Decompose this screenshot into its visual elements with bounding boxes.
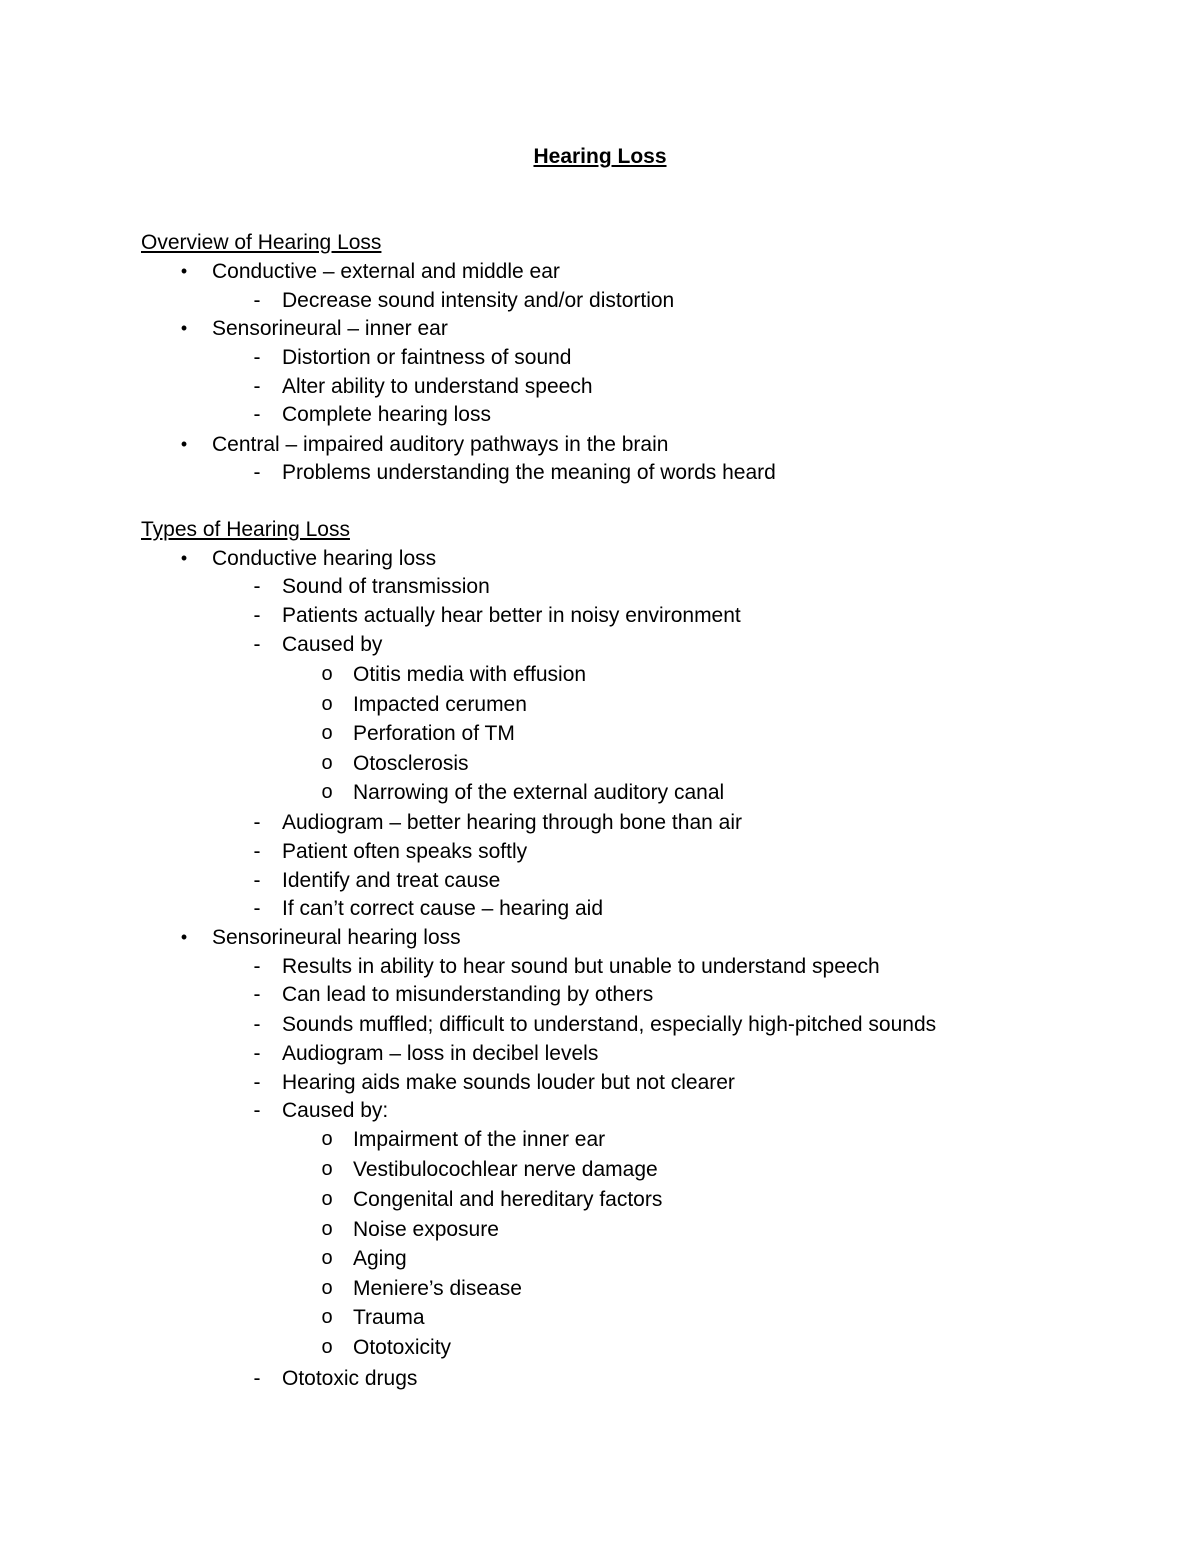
dash-marker: - [253,811,261,834]
dash-item [253,1068,735,1097]
dash-marker: - [253,604,261,627]
bullet-marker: • [180,548,188,568]
dash-item-text: Sound of transmission [282,575,490,598]
dash-marker: - [253,897,261,920]
circle-item-text: Impacted cerumen [353,693,527,716]
circle-item-text: Perforation of TM [353,722,515,745]
circle-item [321,749,469,778]
circle-item-text: Vestibulocochlear nerve damage [353,1158,658,1181]
bullet-item-text: Conductive – external and middle ear [212,260,560,283]
circle-marker: o [321,1336,333,1358]
bullet-marker: • [180,261,188,281]
dash-item [253,952,880,981]
dash-marker: - [253,840,261,863]
bullet-item [180,257,560,286]
dash-item [253,343,572,372]
dash-item [253,572,490,601]
dash-item [253,372,593,401]
dash-item-text: Results in ability to hear sound but unable to understand speech [282,955,880,978]
circle-marker: o [321,1128,333,1150]
circle-item-text: Otitis media with effusion [353,663,587,686]
dash-item-text: Ototoxic drugs [282,1367,418,1390]
circle-item-text: Impairment of the inner ear [353,1128,606,1151]
dash-item-text: Patient often speaks softly [282,840,528,863]
dash-item [253,1010,937,1039]
dash-marker: - [253,869,261,892]
dash-item-text: Alter ability to understand speech [282,375,593,398]
section-heading-text: Types of Hearing Loss [141,518,350,541]
circle-item-text: Aging [353,1247,407,1270]
circle-item-text: Meniere’s disease [353,1277,522,1300]
circle-item-text: Narrowing of the external auditory canal [353,781,725,804]
bullet-marker: • [180,434,188,454]
dash-item [253,866,501,895]
bullet-item-text: Central – impaired auditory pathways in the brain [212,433,669,456]
dash-marker: - [253,289,261,312]
bullet-item [180,314,448,343]
dash-marker: - [253,461,261,484]
dash-item [253,286,675,315]
bullet-item-text: Conductive hearing loss [212,547,437,570]
circle-item-text: Trauma [353,1306,425,1329]
dash-item-text: Caused by: [282,1099,389,1122]
circle-item [321,1155,658,1184]
dash-marker: - [253,1367,261,1390]
dash-item-text: Caused by [282,633,383,656]
circle-marker: o [321,1306,333,1328]
dash-item [253,980,654,1009]
circle-marker: o [321,781,333,803]
circle-marker: o [321,1247,333,1269]
dash-item [253,837,528,866]
section-heading-text: Overview of Hearing Loss [141,231,382,254]
circle-marker: o [321,722,333,744]
dash-item-text: Sounds muffled; difficult to understand, especially high-pitched sounds [282,1013,937,1036]
dash-item [253,458,776,487]
bullet-item [180,430,669,459]
circle-item [321,1125,606,1154]
dash-item [253,808,742,837]
dash-item-text: Distortion or faintness of sound [282,346,572,369]
bullet-marker: • [180,318,188,338]
bullet-item-text: Sensorineural hearing loss [212,926,461,949]
dash-item-text: Complete hearing loss [282,403,491,426]
dash-item-text: Problems understanding the meaning of words heard [282,461,776,484]
circle-marker: o [321,663,333,685]
circle-marker: o [321,1218,333,1240]
circle-item [321,1274,522,1303]
dash-item-text: Audiogram – loss in decibel levels [282,1042,599,1065]
circle-marker: o [321,1277,333,1299]
circle-item [321,1303,425,1332]
circle-item [321,690,527,719]
circle-item [321,1333,452,1362]
dash-marker: - [253,1013,261,1036]
dash-item [253,1096,389,1125]
dash-item [253,894,604,923]
dash-item [253,1364,418,1393]
circle-marker: o [321,1158,333,1180]
circle-item [321,778,725,807]
circle-item [321,719,515,748]
dash-marker: - [253,1071,261,1094]
dash-marker: - [253,575,261,598]
circle-item-text: Ototoxicity [353,1336,452,1359]
dash-item-text: Decrease sound intensity and/or distortion [282,289,675,312]
section-heading [141,515,350,544]
dash-marker: - [253,346,261,369]
circle-item [321,660,587,689]
dash-item-text: Patients actually hear better in noisy environment [282,604,741,627]
dash-item-text: If can’t correct cause – hearing aid [282,897,604,920]
document-title: Hearing Loss [533,145,667,168]
dash-item [253,630,383,659]
section-heading [141,228,381,257]
circle-marker: o [321,752,333,774]
dash-item [253,601,741,630]
circle-marker: o [321,1188,333,1210]
dash-item-text: Audiogram – better hearing through bone than air [282,811,742,834]
bullet-item [180,923,461,952]
dash-item [253,400,491,429]
dash-marker: - [253,955,261,978]
dash-item-text: Hearing aids make sounds louder but not clearer [282,1071,735,1094]
circle-item [321,1185,663,1214]
circle-item [321,1215,499,1244]
dash-item [253,1039,599,1068]
circle-item-text: Otosclerosis [353,752,469,775]
bullet-marker: • [180,927,188,947]
dash-marker: - [253,375,261,398]
circle-item-text: Noise exposure [353,1218,499,1241]
dash-marker: - [253,633,261,656]
circle-item-text: Congenital and hereditary factors [353,1188,663,1211]
dash-marker: - [253,1099,261,1122]
dash-item-text: Can lead to misunderstanding by others [282,983,654,1006]
dash-marker: - [253,1042,261,1065]
circle-item [321,1244,407,1273]
bullet-item [180,544,437,573]
dash-marker: - [253,983,261,1006]
dash-marker: - [253,403,261,426]
dash-item-text: Identify and treat cause [282,869,501,892]
circle-marker: o [321,693,333,715]
bullet-item-text: Sensorineural – inner ear [212,317,448,340]
